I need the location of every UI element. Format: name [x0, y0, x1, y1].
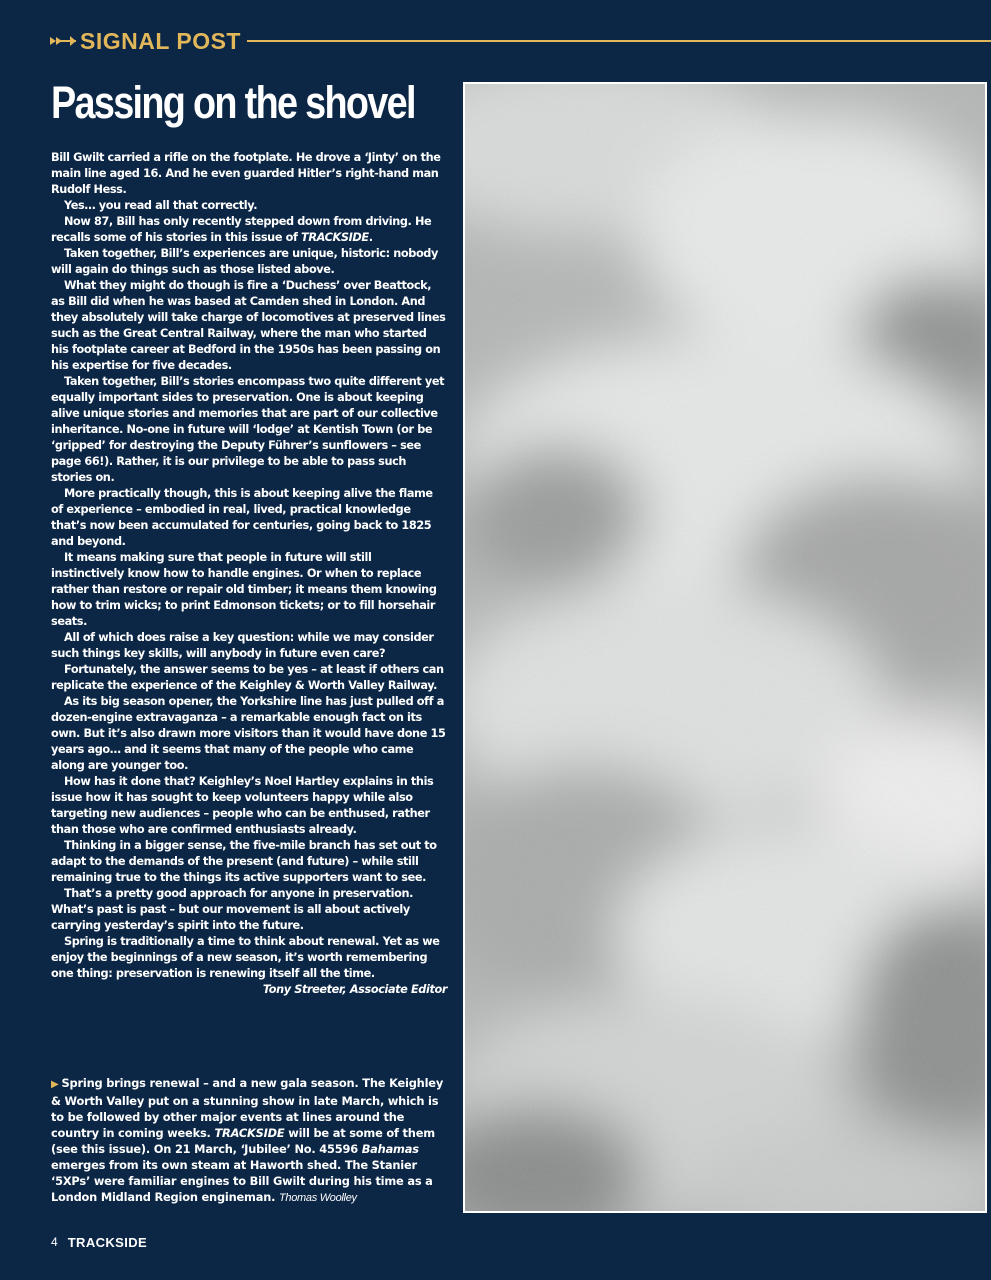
caption-text: Spring brings renewal – and a new gala season. The Keighley & Worth Valley put on a stunning show in late March, which is to be followed by other major events at lines around the country in coming weeks. [51, 1076, 444, 1140]
article-body [51, 150, 447, 998]
caption-italic: Bahamas [361, 1142, 419, 1156]
steam-cloud-image [465, 84, 985, 1211]
paragraph: More practically though, this is about keeping alive the flame of experience – embodied in real, lived, practical knowledge that’s now been accumulated for centuries, going back to 1825 and beyond. [51, 487, 433, 548]
paragraph: Taken together, Bill’s experiences are unique, historic: nobody will again do things such as those listed above. [51, 247, 438, 276]
paragraph-text: Now 87, Bill has only recently stepped down from driving. He recalls some of his stories in this issue of [51, 215, 432, 244]
author-signature: Tony Streeter, Associate Editor [262, 983, 447, 996]
paragraph: What they might do though is fire a ‘Duchess’ over Beattock, as Bill did when he was based at Camden shed in London. And they absolutely will take charge of locomotives at preserved lines such as the Great Central Railway, where the man who started his footplate career at Bedford in the 1950s has been passing on his expertise for five decades. [51, 279, 446, 372]
paragraph: Taken together, Bill’s stories encompass two quite different yet equally important sides to preservation. One is about keeping alive unique stories and memories that are part of our collective inheritance. No-one in future will ‘lodge’ at Kentish Town (or be ‘gripped’ for destroying the Deputy Führer’s sunflowers – see page 66!). Rather, it is our privilege to be able to pass such stories on. [51, 375, 445, 484]
paragraph: Bill Gwilt carried a rifle on the footplate. He drove a ‘Jinty’ on the main line aged 16. And he even guarded Hitler’s right-hand man Rudolf Hess. [51, 151, 441, 196]
paragraph: That’s a pretty good approach for anyone in preservation. What’s past is past – but our movement is all about actively carrying yesterday’s spirit into the future. [51, 887, 414, 932]
arrow-icon [50, 34, 76, 48]
magazine-name: TRACKSIDE [67, 1234, 148, 1250]
paragraph: Spring is traditionally a time to think about renewal. Yet as we enjoy the beginnings of a new season, it’s worth remembering one thing: preservation is renewing itself all the time. [51, 935, 440, 980]
page-footer [51, 1233, 147, 1251]
paragraph: Fortunately, the answer seems to be yes – at least if others can replicate the experience of the Keighley & Worth Valley Railway. [51, 663, 444, 692]
page-number: 4 [51, 1235, 58, 1249]
section-header [50, 26, 991, 56]
paragraph [51, 214, 447, 246]
paragraph-end: . [368, 231, 373, 244]
caption-text: will be at some of them (see this issue). On 21 March, ‘Jubilee’ No. 45596 [51, 1126, 435, 1156]
caption-triangle-icon: ▶ [51, 1079, 59, 1090]
article-title: Passing on the shovel [51, 77, 415, 128]
paragraph: Yes… you read all that correctly. [64, 199, 258, 212]
paragraph: It means making sure that people in future will still instinctively know how to handle engines. Or when to replace rather than restore or repair old timber; it means them knowing how to trim wicks; to print Edmonson tickets; or to fill horsehair seats. [51, 551, 437, 628]
caption-italic: TRACKSIDE [214, 1126, 285, 1140]
photo-caption [51, 1075, 449, 1206]
photo-credit: Thomas Woolley [279, 1192, 357, 1204]
magazine-name-italic: TRACKSIDE [301, 231, 369, 244]
paragraph: Thinking in a bigger sense, the five-mile branch has set out to adapt to the demands of the present (and future) – while still remaining true to the things its active supporters want to see. [51, 839, 437, 884]
section-label: SIGNAL POST [80, 27, 241, 54]
header-rule [247, 40, 991, 42]
caption-text: emerges from its own steam at Haworth shed. The Stanier ‘5XPs’ were familiar engines to Bill Gwilt during his time as a London Midland Region engineman. [51, 1158, 433, 1204]
steam-cloud-photo [463, 82, 987, 1213]
paragraph: As its big season opener, the Yorkshire line has just pulled off a dozen-engine extravaganza – a remarkable enough fact on its own. But it’s also drawn more visitors than it would have done 15 years ago… and it seems that many of the people who came along are younger too. [51, 695, 446, 772]
paragraph: All of which does raise a key question: while we may consider such things key skills, will anybody in future even care? [51, 631, 434, 660]
paragraph: How has it done that? Keighley’s Noel Hartley explains in this issue how it has sought to keep volunteers happy while also targeting new audiences – people who can be enthused, rather than those who are confirmed enthusiasts already. [51, 775, 434, 836]
